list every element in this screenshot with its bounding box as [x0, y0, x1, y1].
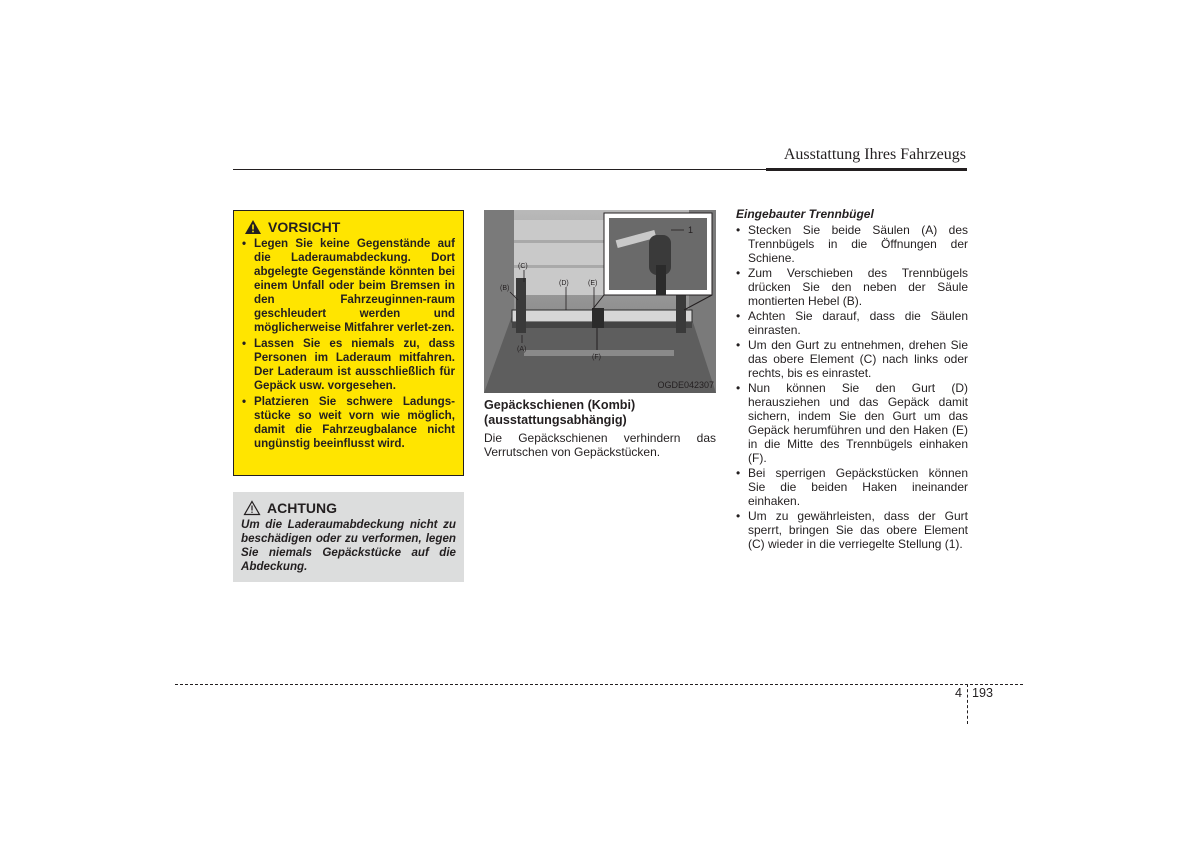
figure-code: OGDE042307: [657, 380, 714, 390]
notice-box: [233, 492, 464, 582]
footer-vertical-rule: [967, 684, 968, 724]
callout-label-c: (C): [518, 263, 528, 270]
caution-title: VORSICHT: [268, 219, 341, 235]
instructions-list: [736, 223, 968, 552]
instruction-item: • Bei sperrigen Gepäckstücken können Sie die beiden Haken ineinander einhaken.: [736, 466, 968, 508]
section-body-text: Die Gepäckschienen verhindern das Verrutschen von Gepäckstücken.: [484, 431, 716, 459]
caution-heading: [244, 219, 455, 235]
caution-box: [233, 210, 464, 476]
caution-list: [242, 237, 455, 451]
instruction-item: • Um zu gewährleisten, dass der Gurt sperrt, bringen Sie das obere Element (C) wieder in die verriegelte Stellung (1).: [736, 509, 968, 551]
page-number: 193: [972, 686, 994, 700]
header-rule-accent: [766, 168, 967, 171]
chapter-number: 4: [955, 686, 963, 700]
warning-icon: [244, 219, 262, 235]
caution-item: • Legen Sie keine Gegenstände auf die Laderaumabdeckung. Dort abgelegte Gegenstände könnten bei einem Unfall oder beim Bremsen in den Fahrzeuginnen-raum geschleudert werden und möglicherweise Mitfahrer verlet-zen.: [242, 237, 455, 335]
caution-item: • Platzieren Sie schwere Ladungs-stücke so weit vorn wie möglich, damit die Fahrzeugbalance nicht ungünstig beeinflusst wird.: [242, 395, 455, 451]
instruction-item: • Um den Gurt zu entnehmen, drehen Sie das obere Element (C) nach links oder rechts, bis es einrastet.: [736, 338, 968, 380]
instruction-item: • Nun können Sie den Gurt (D) herausziehen und das Gepäck damit sichern, indem Sie den Gurt um das Gepäck herumführen und den Haken (E) in die Mitte des Trennbügels einhaken (F).: [736, 381, 968, 465]
callout-label-b: (B): [500, 285, 510, 292]
instruction-item: • Zum Verschieben des Trennbügels drücken Sie den neben der Säule montierten Hebel (B).: [736, 266, 968, 308]
caution-item: • Lassen Sie es niemals zu, dass Personen im Laderaum mitfahren. Der Laderaum ist ausschließlich für Gepäck usw. vorgesehen.: [242, 337, 455, 393]
right-subheading: Eingebauter Trennbügel: [736, 207, 874, 221]
callout-label-one: 1: [688, 225, 694, 235]
callout-label-a: (A): [517, 346, 527, 353]
section-heading-line-1: Gepäckschienen (Kombi): [484, 398, 636, 412]
notice-title: ACHTUNG: [267, 500, 337, 516]
callout-label-e: (E): [588, 280, 598, 287]
instruction-item: • Stecken Sie beide Säulen (A) des Trennbügels in die Öffnungen der Schiene.: [736, 223, 968, 265]
cargo-area-illustration: [484, 210, 716, 393]
instruction-item: • Achten Sie darauf, dass die Säulen einrasten.: [736, 309, 968, 337]
section-heading-line-2: (ausstattungsabhängig): [484, 413, 627, 427]
section-heading: [484, 398, 716, 428]
luggage-rail-figure: [484, 210, 716, 393]
footer-rule: [175, 684, 1023, 685]
page-header-title: Ausstattung Ihres Fahrzeugs: [783, 146, 966, 163]
notice-heading: [243, 500, 456, 516]
callout-label-d: (D): [559, 280, 569, 287]
callout-label-f: (F): [592, 354, 601, 361]
warning-outline-icon: [243, 500, 261, 516]
notice-text: Um die Laderaumabdeckung nicht zu beschädigen oder zu verformen, legen Sie niemals Gepäckstücke auf die Abdeckung.: [241, 518, 456, 573]
